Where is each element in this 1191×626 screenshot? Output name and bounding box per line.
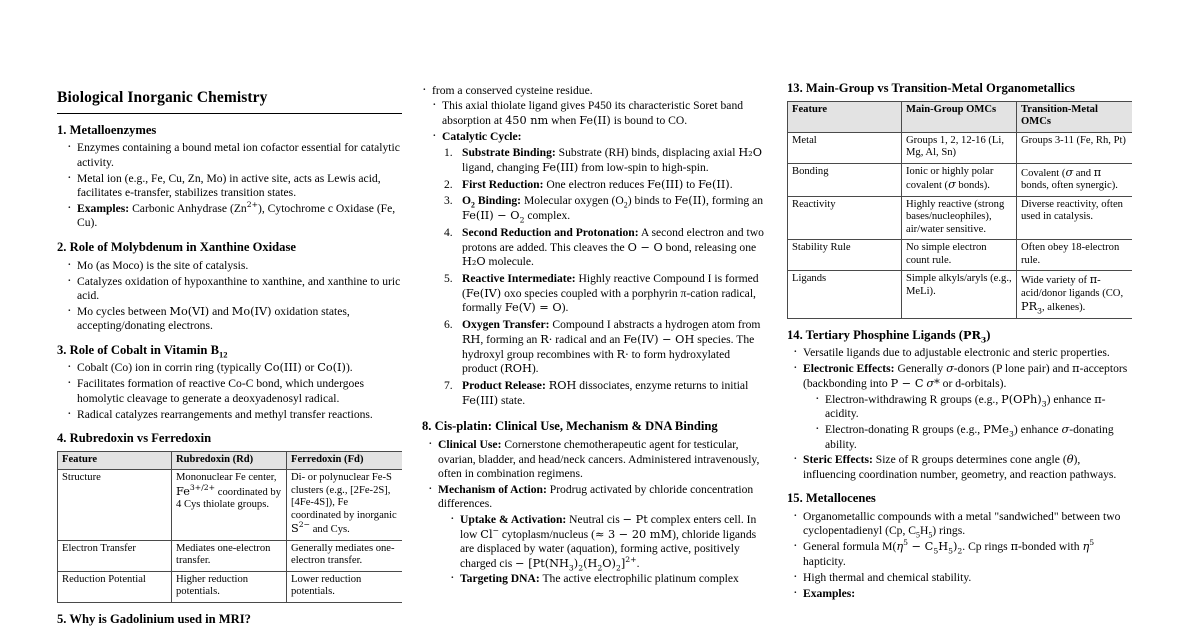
column-header: Transition-Metal OMCs (1017, 101, 1133, 132)
sup: 2− (298, 520, 311, 530)
text: complex. (524, 209, 571, 223)
text: hapticity. (803, 554, 846, 568)
list-item (67, 361, 402, 375)
text: is bound to CO. (610, 113, 688, 127)
r-radical: R· (540, 332, 553, 346)
cell-transition-metal: Diverse reactivity, often used in catalysis. (1017, 196, 1133, 240)
text: ] (620, 556, 626, 570)
table-omc-comparison (787, 101, 1132, 319)
text: Organometallic compounds with a metal "sandwiched" between two cyclopentadienyl (Cp, C (803, 510, 1121, 538)
pme3 (983, 423, 1014, 439)
text: dissociates, enzyme returns to initial (576, 378, 749, 392)
text: from a conserved cysteine residue. (432, 83, 593, 97)
list-item-general-formula (793, 540, 1132, 569)
text: bonds, often synergic). (1021, 180, 1118, 192)
list-item: · Catalyzes oxidation of hypoxanthine to xanthine, and xanthine to uric acid. (67, 275, 402, 304)
list-item-mechanism (428, 483, 767, 587)
list-item: · Mo (as Moco) is the site of catalysis. (67, 259, 402, 273)
step-label: First Reduction: (462, 177, 544, 191)
step-label (462, 194, 522, 210)
label: Electronic Effects: (803, 362, 895, 376)
list-item-donating (815, 423, 1132, 452)
text: . Cp rings (962, 540, 1011, 554)
step-label: Substrate Binding: (462, 146, 556, 160)
roh-product: ROH (504, 362, 532, 376)
fe-iii: Fe(III) (542, 160, 579, 174)
text: or d-orbitals). (939, 376, 1007, 390)
co-i: Co(I) (317, 361, 346, 375)
list-item (432, 99, 767, 128)
list-soret (422, 99, 767, 144)
cell-feature: Electron Transfer (58, 540, 172, 571)
cycle-step-2 (444, 178, 767, 193)
list-metalloenzymes (57, 141, 402, 231)
cell-main-group: No simple electron count rule. (902, 240, 1017, 271)
table-rubredoxin-ferredoxin (57, 451, 402, 603)
text: Molecular oxygen (O (521, 194, 624, 208)
soret-wavelength: 450 nm (505, 113, 549, 127)
label: Targeting DNA: (460, 572, 540, 586)
text: when (548, 113, 580, 127)
heading-phosphine-ligands (787, 328, 1132, 344)
step-label: Reactive Intermediate: (462, 271, 576, 285)
text: to (683, 177, 699, 191)
fe-iv-oh: Fe(IV) − OH (623, 332, 695, 346)
text: complex enters cell. In low (460, 513, 757, 541)
fe-ii: Fe(II) (579, 113, 611, 127)
label: Examples: (803, 586, 856, 600)
title-divider (57, 113, 402, 114)
text: Cl (480, 527, 493, 541)
sub: 3 (1041, 398, 1047, 408)
text: H (919, 524, 929, 538)
text: -acid/donor ligands (CO, (1021, 275, 1124, 299)
text: to form hydroxylated product ( (462, 347, 731, 376)
text: , alkenes). (1042, 302, 1086, 314)
text: Prodrug activated by chloride concentration differences. (438, 482, 754, 511)
text: P(OPh) (1001, 392, 1042, 406)
text: ). (345, 361, 353, 375)
pr3-formula (1021, 300, 1042, 316)
list-item-withdrawing (815, 393, 1132, 422)
fe-iii: Fe(III) (462, 393, 499, 407)
sup: 5 (903, 538, 909, 548)
cell-feature: Structure (58, 470, 172, 541)
step-label: Oxygen Transfer: (462, 318, 550, 332)
aquated-complex-formula (515, 554, 637, 572)
text: ) binds to (627, 194, 675, 208)
text: bond, releasing one (662, 240, 757, 254)
fe-iv: Fe(IV) (465, 286, 502, 300)
heading-cisplatin: 8. Cis-platin: Clinical Use, Mechanism & DNA Binding (422, 419, 718, 434)
list-cobalt (57, 361, 402, 422)
heading-rubredoxin-ferredoxin: 4. Rubredoxin vs Ferredoxin (57, 431, 212, 446)
sup: 3+/2+ (189, 483, 216, 493)
list-item (67, 202, 402, 231)
text: Mo cycles between (77, 304, 170, 318)
text: PR (963, 327, 981, 342)
text: -bonded with (1018, 540, 1083, 554)
cell-feature: Reduction Potential (58, 571, 172, 602)
text: 3. Role of Cobalt in Vitamin B (57, 342, 219, 357)
pi-symbol: π (1094, 392, 1102, 406)
text: , forming an (480, 332, 541, 346)
zn-charge (247, 202, 258, 215)
sup: 5 (1089, 538, 1095, 548)
text: Mononuclear Fe center, (176, 472, 277, 484)
table-row (788, 240, 1133, 271)
text: Generally (894, 362, 947, 376)
heading-main-group-vs-transition: 13. Main-Group vs Transition-Metal Organometallics (787, 81, 1075, 95)
text: ). (531, 362, 539, 376)
text: ) rings. (932, 524, 966, 538)
list-item: · Radical catalyzes rearrangements and methyl transfer reactions. (67, 408, 402, 422)
eta5 (1082, 540, 1094, 553)
cell-transition-metal (1017, 163, 1133, 196)
sigma-star-symbol: σ* (926, 376, 940, 390)
sup: − (492, 525, 499, 535)
chloride-concentration: ≈ 3 − 20 mM (594, 527, 673, 541)
text: . (636, 556, 640, 570)
text: ligand, changing (462, 160, 543, 174)
text: Binding: (474, 194, 522, 208)
sigma-symbol: σ (948, 178, 956, 192)
pi-symbol: π (1010, 540, 1019, 554)
table-header-row (58, 451, 403, 470)
text: Carbonic Anhydrase (Zn (132, 202, 247, 216)
sub: 3 (1008, 429, 1014, 439)
heading-molybdenum: 2. Role of Molybdenum in Xanthine Oxidase (57, 239, 296, 254)
text: ), Cytochrome c Oxidase (Fe, Cu). (77, 202, 396, 230)
text: H (938, 540, 949, 554)
text: Fe (176, 484, 190, 498)
theta-symbol: θ (1066, 453, 1074, 467)
table-row (788, 271, 1133, 319)
cycle-step-5 (444, 272, 767, 316)
text: from low-spin to high-spin. (578, 160, 709, 174)
chloride-ion (480, 525, 499, 541)
list-item-clinical-use (428, 438, 767, 481)
sub: 5 (948, 546, 953, 556)
cell-main-group: Groups 1, 2, 12-16 (Li, Mg, Al, Sn) (902, 132, 1017, 163)
list-item-steric-effects (793, 453, 1132, 482)
fe-ii: Fe(II) (698, 177, 730, 191)
text: ) (573, 556, 579, 570)
eta-symbol: η (896, 540, 904, 554)
sub: 5 (916, 530, 920, 540)
cycle-step-1 (444, 146, 767, 175)
text: Wide variety of (1021, 275, 1090, 287)
text: ) enhance (1046, 392, 1095, 406)
column-left (57, 0, 402, 626)
text: ), chloride ligands are displaced by water (aquation), forming active, positively charged cis (460, 527, 757, 570)
p-c-bond: P − C (890, 376, 924, 390)
sulfide-formula (291, 522, 310, 535)
text: Cobalt (Co) ion in corrin ring (typically (77, 361, 265, 375)
heading-cobalt (57, 343, 402, 359)
text: -donors (P lone pair) and (953, 362, 1073, 376)
list-item-examples (793, 587, 1132, 601)
p-oph-3 (1001, 393, 1046, 406)
fe-ii: Fe(II) (674, 194, 707, 208)
text: Electron-withdrawing R groups (e.g., (825, 392, 1002, 406)
text: Neutral cis (566, 513, 623, 527)
heading-metallocenes: 15. Metallocenes (787, 491, 876, 506)
sub: 2 (615, 562, 621, 572)
fe-o2-complex (462, 209, 525, 225)
pi-symbol: π (1089, 273, 1098, 287)
cell-transition-metal: Groups 3-11 (Fe, Rh, Pt) (1017, 132, 1133, 163)
cycle-step-6 (444, 318, 767, 377)
list-item: · Enzymes containing a bound metal ion cofactor essential for catalytic activity. (67, 141, 402, 170)
oo-bond: O − O (627, 240, 663, 254)
text: This axial thiolate ligand gives P450 its characteristic Soret band absorption at (442, 99, 744, 127)
cell-ferredoxin (287, 470, 403, 541)
text: or (301, 361, 318, 375)
label: Mechanism of Action: (438, 482, 547, 496)
text: Cornerstone chemotherapeutic agent for testicular, ovarian, bladder, and head/neck cancers. Administered intravenously, often in combination regimens. (438, 438, 760, 480)
text: S (291, 522, 299, 536)
text: cytoplasm/nucleus ( (499, 527, 595, 541)
cell-rubredoxin: Higher reduction potentials. (172, 571, 287, 602)
table-row (58, 470, 403, 541)
column-middle (422, 0, 767, 626)
cell-transition-metal (1017, 271, 1133, 319)
text: Compound I abstracts a hydrogen atom from (549, 318, 761, 332)
sub: 3 (980, 334, 987, 344)
text: -acceptors (backbonding into (803, 362, 1128, 390)
cell-feature: Stability Rule (788, 240, 902, 271)
text: ) (986, 327, 991, 342)
pt-complex: − Pt (622, 513, 648, 527)
table-row (58, 571, 403, 602)
text: and (209, 304, 232, 318)
cell-main-group: Highly reactive (strong bases/nucleophiles), air/water sensitive. (902, 196, 1017, 240)
column-header: Rubredoxin (Rd) (172, 451, 287, 470)
eta-symbol: η (1082, 540, 1090, 554)
fe-iii: Fe(III) (647, 177, 684, 191)
text: -donating ability. (825, 423, 1114, 451)
sub: 2 (578, 562, 584, 572)
roh-product: ROH (548, 378, 577, 392)
table-header-row (788, 101, 1133, 132)
text: PR (1021, 300, 1038, 314)
text: O (462, 194, 472, 208)
sub: 5 (928, 530, 933, 540)
rh-substrate: RH (462, 332, 481, 346)
table-row (788, 163, 1133, 196)
cell-feature: Reactivity (788, 196, 902, 240)
cell-feature: Metal (788, 132, 902, 163)
fe-formula (176, 485, 215, 498)
column-header: Feature (788, 101, 902, 132)
text: ). (561, 301, 569, 315)
cell-ferredoxin: Lower reduction potentials. (287, 571, 403, 602)
sup: 2+ (246, 200, 259, 210)
text: Covalent ( (1021, 167, 1066, 179)
list-molybdenum (57, 259, 402, 334)
column-header: Main-Group OMCs (902, 101, 1017, 132)
text: ) enhance (1013, 423, 1062, 437)
examples-label: Examples: (77, 202, 130, 216)
text: molecule. (485, 255, 534, 269)
text: oxo species coupled with a porphyrin π-cation radical, formally (462, 286, 756, 315)
sub: 2 (623, 200, 628, 210)
text: − [Pt(NH (515, 556, 569, 570)
page-title: Biological Inorganic Chemistry (57, 89, 268, 106)
text: radical and an (552, 332, 624, 346)
text: One electron reduces (543, 177, 648, 191)
text: Electron-donating R groups (e.g., (825, 423, 984, 437)
metallocene-formula (896, 538, 963, 556)
sigma-symbol: σ (1065, 165, 1074, 179)
column-header: Feature (58, 451, 172, 470)
list-item-electronic-effects (793, 362, 1132, 452)
list-item: · Versatile ligands due to adjustable electronic and steric properties. (793, 346, 1132, 360)
cell-rubredoxin (172, 470, 287, 541)
sub: 2 (597, 562, 603, 572)
sub: 5 (933, 546, 939, 556)
text: species. The hydroxyl group recombines with (462, 332, 755, 361)
catalytic-cycle-label (432, 130, 767, 144)
label: Catalytic Cycle: (442, 129, 522, 143)
cell-transition-metal: Often obey 18-electron rule. (1017, 240, 1133, 271)
sup: 2+ (625, 554, 637, 564)
heading-gadolinium-mri: 5. Why is Gadolinium used in MRI? (57, 611, 251, 626)
list-item: · High thermal and chemical stability. (793, 571, 1132, 585)
text: PMe (983, 423, 1009, 437)
pi-symbol: π (1093, 165, 1102, 179)
cell-main-group (902, 163, 1017, 196)
text: Fe(II) − O (462, 209, 520, 223)
sub: 3 (568, 562, 574, 572)
list-p450-continued (422, 84, 767, 98)
list-item: · Metal ion (e.g., Fe, Cu, Zn, Mo) in active site, acts as Lewis acid, facilitates e-transfer, stabilizes transition states. (67, 172, 402, 201)
list-catalytic-cycle (422, 146, 767, 408)
list-mechanism-detail (438, 513, 767, 587)
text: state. (498, 393, 526, 407)
pi-symbol: π (1072, 362, 1080, 376)
cell-rubredoxin: Mediates one-electron transfer. (172, 540, 287, 571)
continuation-line (422, 84, 767, 98)
list-item: · Facilitates formation of reactive Co-C bond, which undergoes homolytic cleavage to generate a deoxyadenosyl radical. (67, 377, 402, 406)
co-iii: Co(III) (264, 361, 302, 375)
cell-feature: Bonding (788, 163, 902, 196)
cell-ferredoxin: Generally mediates one-electron transfer. (287, 540, 403, 571)
pr3-formula (963, 328, 986, 342)
heading-metalloenzymes: 1. Metalloenzymes (57, 122, 157, 137)
step-label: Second Reduction and Protonation: (462, 225, 639, 239)
text: Substrate (RH) binds, displacing axial (555, 146, 739, 160)
sub: 2 (957, 546, 963, 556)
text: and (1073, 167, 1094, 179)
column-right (787, 0, 1132, 626)
list-phosphine (787, 346, 1132, 482)
cycle-step-3 (444, 194, 767, 223)
text: Ionic or highly polar covalent ( (906, 165, 994, 192)
text: bonds). (955, 180, 990, 192)
list-item-uptake (450, 513, 767, 571)
step-label: Product Release: (462, 378, 546, 392)
list-item (793, 510, 1132, 539)
text: O) (602, 556, 616, 570)
text: ) (952, 540, 958, 554)
label: Clinical Use: (438, 438, 502, 452)
text: 14. Tertiary Phosphine Ligands ( (787, 327, 963, 342)
text: Di- or polynuclear Fe-S clusters (e.g., [2Fe-2S], [4Fe-4S]), Fe coordinated by inorganic (291, 472, 397, 521)
sub: 12 (218, 349, 228, 360)
text: ), influencing coordination number, geometry, and reaction pathways. (803, 453, 1117, 481)
cycle-step-7 (444, 379, 767, 408)
text: Highly reactive Compound I is formed ( (462, 271, 759, 300)
text: oxidation states, accepting/donating electrons. (77, 304, 350, 333)
text: . (729, 177, 733, 191)
cell-feature: Ligands (788, 271, 902, 319)
cell-main-group: Simple alkyls/aryls (e.g., MeLi). (902, 271, 1017, 319)
table-row (788, 196, 1133, 240)
mo-iv: Mo(IV) (231, 304, 272, 318)
table-row (58, 540, 403, 571)
mo-vi: Mo(VI) (169, 304, 210, 318)
table-row (788, 132, 1133, 163)
sub: 2 (471, 200, 475, 210)
text: The active electrophilic platinum complex (539, 572, 739, 586)
list-metallocenes (787, 510, 1132, 601)
r-radical: R· (616, 347, 629, 361)
list-item (67, 305, 402, 334)
fe-v-oxo: Fe(V) = O (504, 301, 562, 315)
text: A second electron and two protons are added. This cleaves the (462, 225, 764, 254)
text: − C (908, 540, 934, 554)
label: Steric Effects: (803, 453, 873, 467)
water: H₂O (462, 255, 486, 269)
water: H₂O (738, 146, 762, 160)
text: and Cys. (310, 524, 350, 536)
text: Size of R groups determines cone angle ( (872, 453, 1067, 467)
column-header: Ferredoxin (Fd) (287, 451, 403, 470)
text: -acidity. (825, 392, 1106, 421)
text: (H (583, 556, 598, 570)
text: coordinated by 4 Cys thiolate groups. (176, 486, 282, 511)
label: Uptake & Activation: (460, 513, 567, 527)
list-item-targeting-dna (450, 572, 767, 586)
sub: 3 (1037, 306, 1042, 316)
sigma-symbol: σ (1061, 423, 1070, 437)
text: , forming an (706, 194, 764, 208)
cycle-step-4 (444, 226, 767, 270)
sigma-symbol: σ (946, 362, 954, 376)
list-electronic-subpoints (803, 393, 1132, 452)
sub: 2 (519, 215, 525, 225)
text: General formula M( (803, 540, 897, 554)
list-cisplatin (422, 438, 767, 587)
